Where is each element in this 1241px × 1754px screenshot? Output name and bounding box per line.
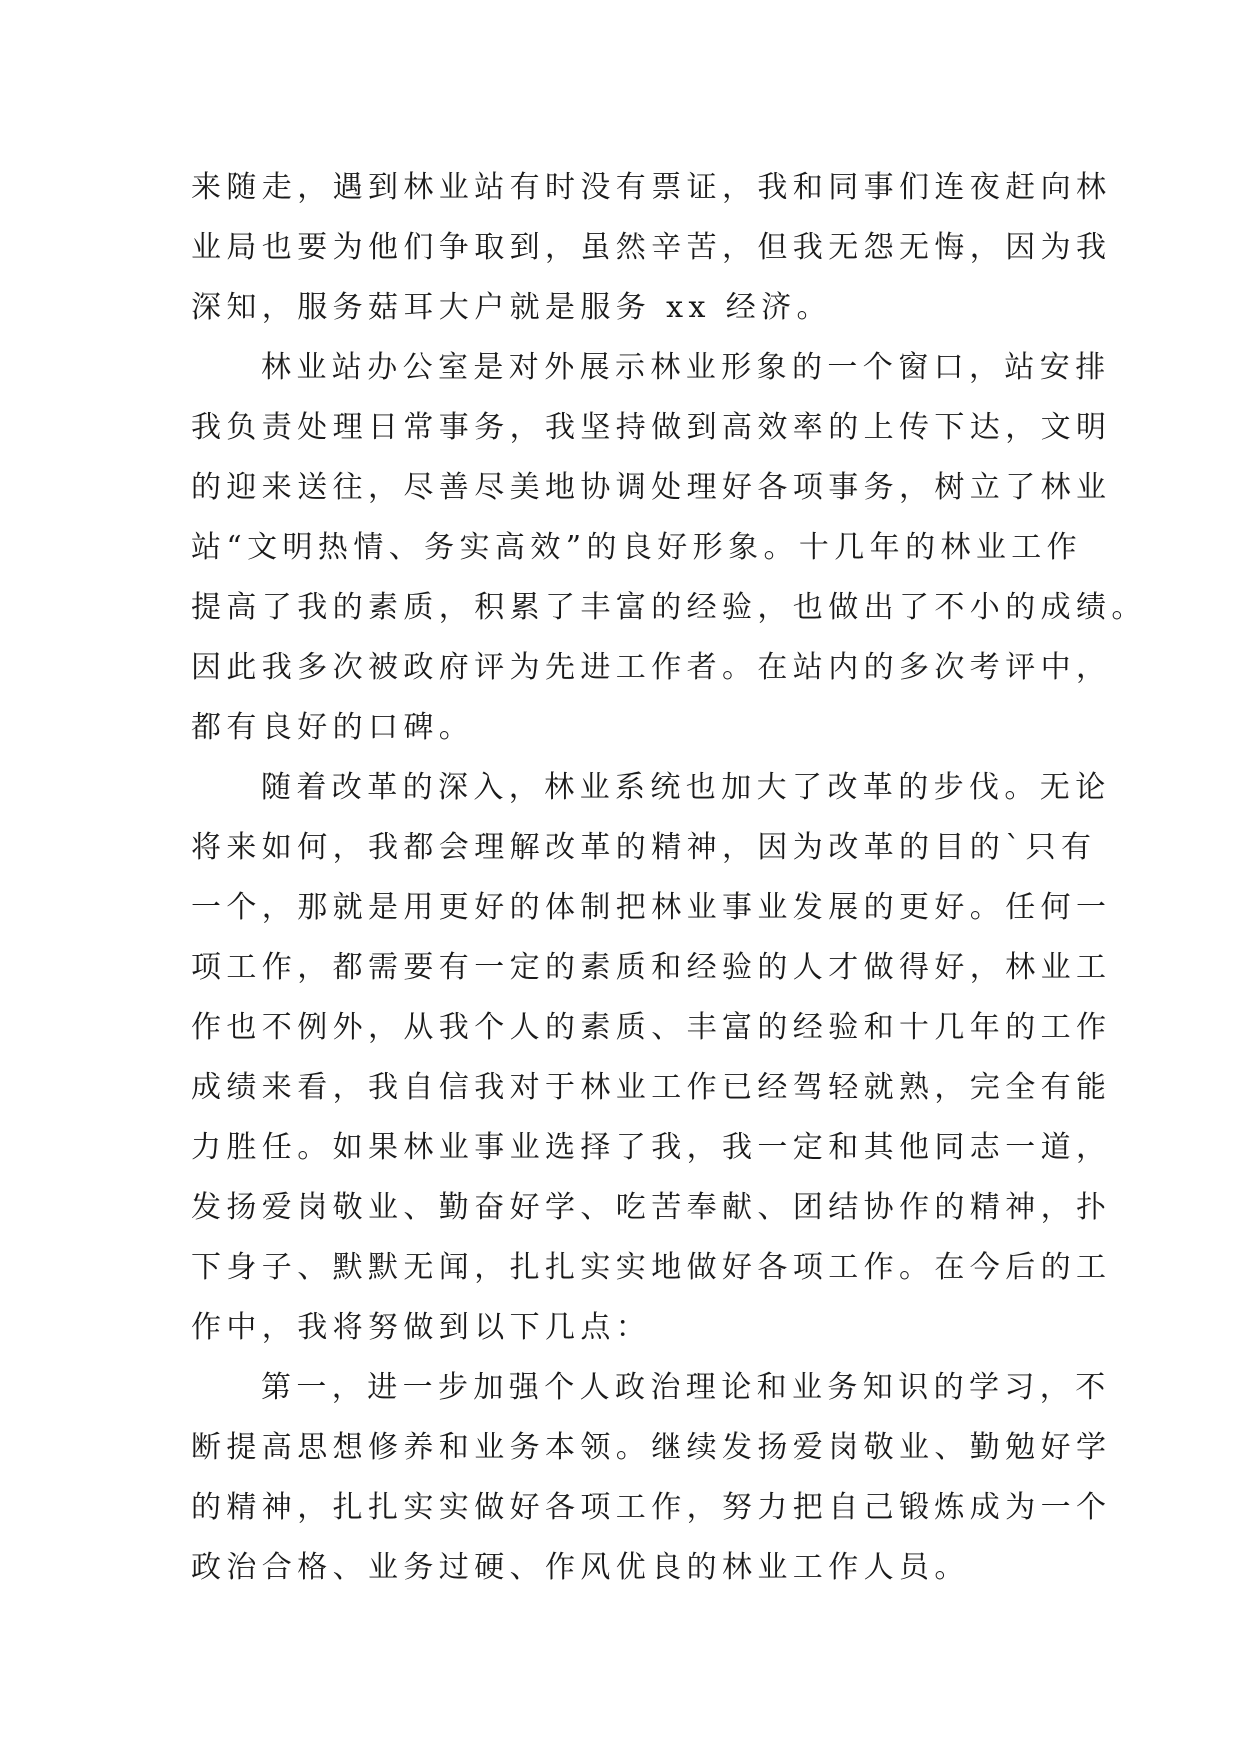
text-line: 项工作，都需要有一定的素质和经验的人才做得好，林业工 bbox=[191, 950, 1112, 985]
text-line: 作也不例外，从我个人的素质、丰富的经验和十几年的工作 bbox=[191, 1010, 1112, 1045]
text-line: 的迎来送往，尽善尽美地协调处理好各项事务，树立了林业 bbox=[191, 470, 1112, 505]
text-line: 我负责处理日常事务，我坚持做到高效率的上传下达，文明 bbox=[191, 410, 1112, 445]
text-line: 站“文明热情、务实高效”的良好形象。十几年的林业工作 bbox=[191, 530, 1083, 565]
text-line: 都有良好的口碑。 bbox=[191, 710, 475, 745]
paragraph-start-line: 随着改革的深入，林业系统也加大了改革的步伐。无论 bbox=[261, 770, 1111, 805]
text-line: 一个，那就是用更好的体制把林业事业发展的更好。任何一 bbox=[191, 890, 1112, 925]
text-line: 来随走，遇到林业站有时没有票证，我和同事们连夜赶向林 bbox=[191, 170, 1112, 205]
text-line: 下身子、默默无闻，扎扎实实地做好各项工作。在今后的工 bbox=[191, 1250, 1112, 1285]
text-line: 因此我多次被政府评为先进工作者。在站内的多次考评中， bbox=[191, 650, 1112, 685]
text-line: 作中，我将努做到以下几点： bbox=[191, 1310, 652, 1345]
text-line: 业局也要为他们争取到，虽然辛苦，但我无怨无悔，因为我 bbox=[191, 230, 1112, 265]
text-line: 力胜任。如果林业事业选择了我，我一定和其他同志一道， bbox=[191, 1130, 1112, 1165]
text-line: 深知，服务菇耳大户就是服务 xx 经济。 bbox=[191, 290, 832, 325]
text-line: 将来如何，我都会理解改革的精神，因为改革的目的`只有 bbox=[191, 830, 1097, 865]
text-line: 提高了我的素质，积累了丰富的经验，也做出了不小的成绩。 bbox=[191, 590, 1147, 625]
text-line: 断提高思想修养和业务本领。继续发扬爱岗敬业、勤勉好学 bbox=[191, 1430, 1112, 1465]
text-line: 发扬爱岗敬业、勤奋好学、吃苦奉献、团结协作的精神，扑 bbox=[191, 1190, 1112, 1225]
text-line: 政治合格、业务过硬、作风优良的林业工作人员。 bbox=[191, 1550, 970, 1585]
paragraph-start-line: 第一，进一步加强个人政治理论和业务知识的学习，不 bbox=[261, 1370, 1111, 1405]
paragraph-start-line: 林业站办公室是对外展示林业形象的一个窗口，站安排 bbox=[261, 350, 1111, 385]
text-line: 成绩来看，我自信我对于林业工作已经驾轻就熟，完全有能 bbox=[191, 1070, 1112, 1105]
text-line: 的精神，扎扎实实做好各项工作，努力把自己锻炼成为一个 bbox=[191, 1490, 1112, 1525]
document-body bbox=[191, 158, 1147, 1598]
